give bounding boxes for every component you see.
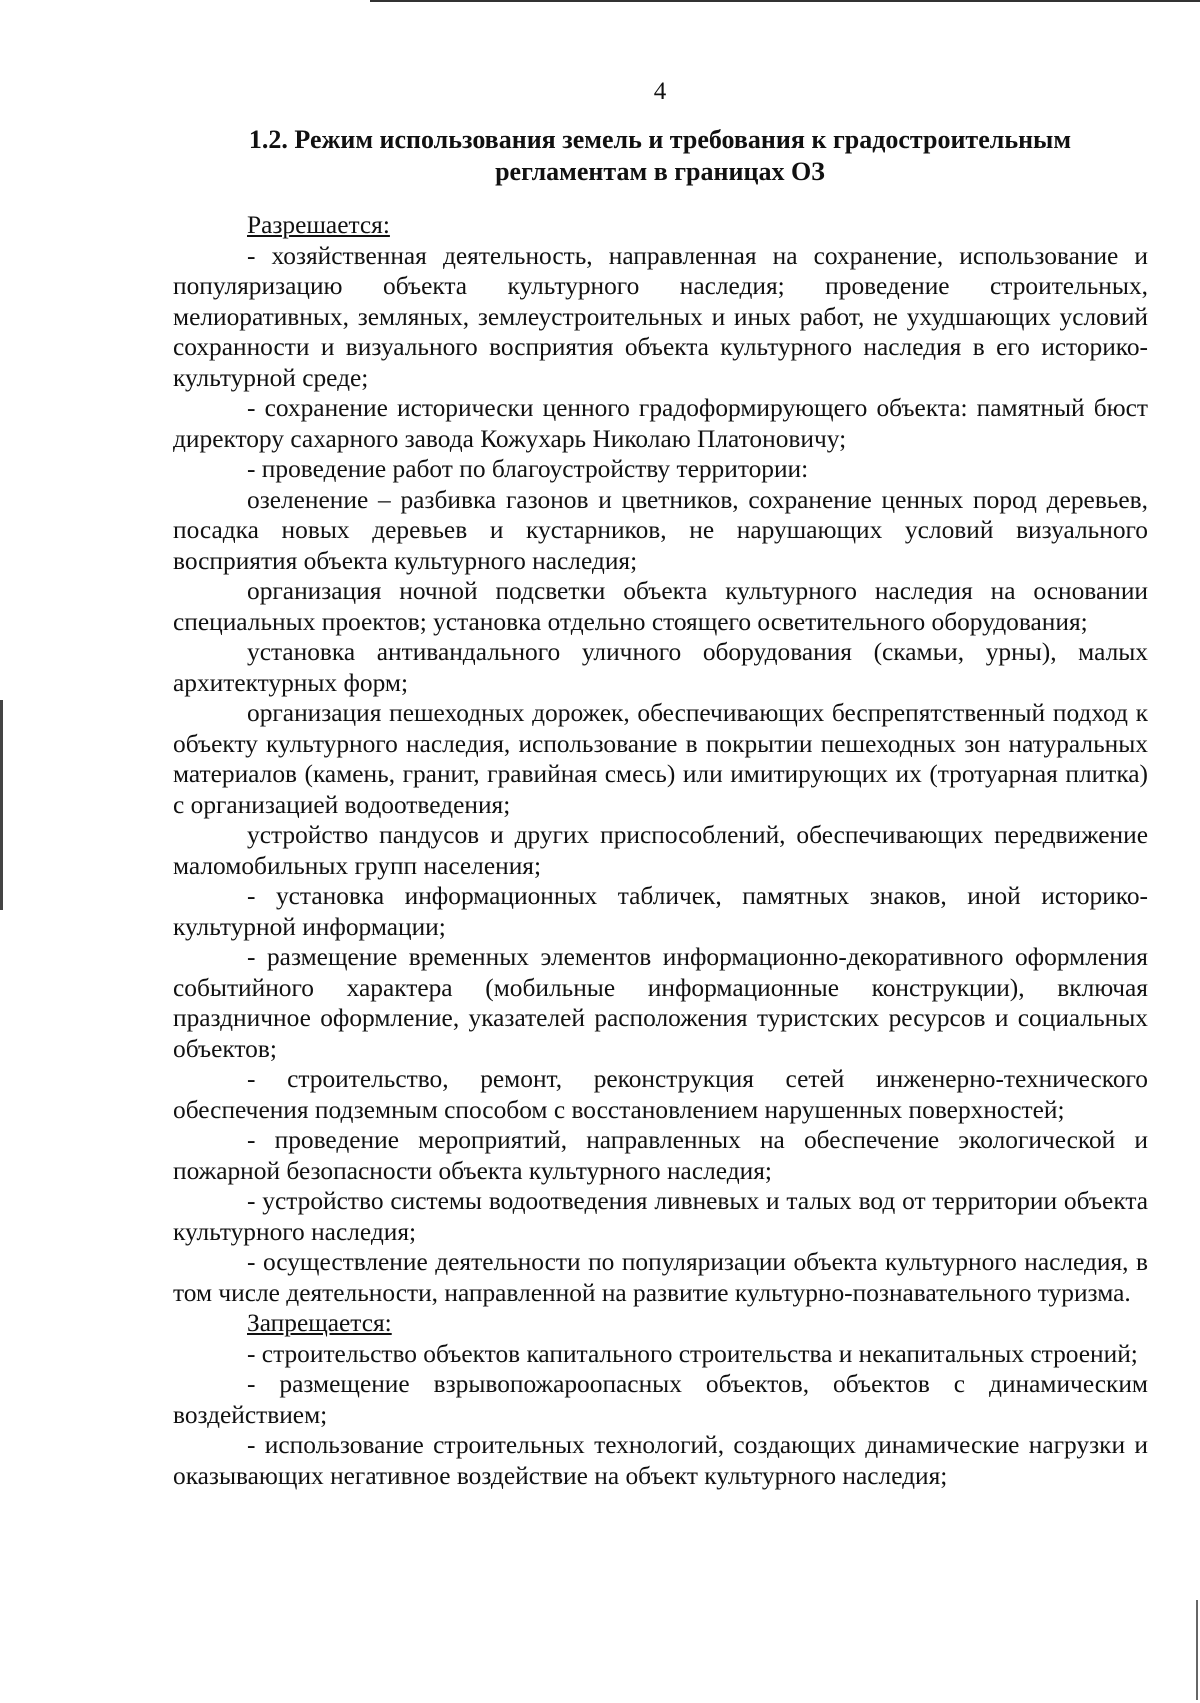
allowed-label-text: Разрешается:	[247, 211, 390, 239]
section-heading-line-1: 1.2. Режим использования земель и требования к градостроительным	[248, 125, 1072, 154]
allowed-item: - устройство системы водоотведения ливневых и талых вод от территории объекта культурного наследия;	[173, 1187, 1148, 1246]
scan-edge-right	[1196, 1600, 1198, 1700]
allowed-item: - осуществление деятельности по популяризации объекта культурного наследия, в том числе деятельности, направленной на развитие культурно-познавательного туризма.	[173, 1248, 1148, 1307]
prohibited-item: - строительство объектов капитального строительства и некапитальных строений;	[247, 1339, 1138, 1368]
allowed-item: - строительство, ремонт, реконструкция сетей инженерно-технического обеспечения подземным способом с восстановлением нарушенных поверхностей;	[173, 1065, 1148, 1124]
allowed-item: - размещение временных элементов информационно-декоративного оформления событийного характера (мобильные информационные конструкции), включая праздничное оформление, указателей расположения туристских ресурсов и социальных объектов;	[173, 943, 1148, 1063]
allowed-item: - хозяйственная деятельность, направленная на сохранение, использование и популяризацию объекта культурного наследия; проведение строительных, мелиоративных, земляных, землеустроительных и иных работ, не ухудшающих условий сохранности и визуального восприятия объекта культурного наследия в его историко-культурной среде;	[173, 241, 1148, 392]
allowed-item: - проведение работ по благоустройству территории:	[247, 455, 809, 483]
allowed-item: - установка информационных табличек, памятных знаков, иной историко-культурной информации;	[173, 882, 1148, 941]
prohibited-label	[173, 1308, 1148, 1339]
allowed-label	[173, 210, 1148, 241]
prohibited-item: - использование строительных технологий, создающих динамические нагрузки и оказывающих негативное воздействие на объект культурного наследия;	[173, 1431, 1148, 1490]
allowed-item: озеленение – разбивка газонов и цветников, сохранение ценных пород деревьев, посадка новых деревьев и кустарников, не нарушающих условий визуального восприятия объекта культурного наследия;	[173, 485, 1148, 575]
allowed-item: устройство пандусов и других приспособлений, обеспечивающих передвижение маломобильных групп населения;	[173, 821, 1148, 880]
allowed-item: организация ночной подсветки объекта культурного наследия на основании специальных проектов; установка отдельно стоящего осветительного оборудования;	[173, 577, 1148, 636]
page-number: 4	[653, 78, 667, 105]
scan-edge-top	[370, 0, 1200, 2]
prohibited-item: - размещение взрывопожароопасных объектов, объектов с динамическим воздействием;	[173, 1370, 1148, 1429]
document-body	[173, 210, 1148, 1491]
allowed-item: - проведение мероприятий, направленных на обеспечение экологической и пожарной безопасности объекта культурного наследия;	[173, 1126, 1148, 1185]
allowed-item: организация пешеходных дорожек, обеспечивающих беспрепятственный подход к объекту культурного наследия, использование в покрытии пешеходных зон натуральных материалов (камень, гранит, гравийная смесь) или имитирующих их (тротуарная плитка) с организацией водоотведения;	[173, 699, 1148, 819]
allowed-item: установка антивандального уличного оборудования (скамьи, урны), малых архитектурных форм;	[173, 638, 1148, 697]
prohibited-label-text: Запрещается:	[247, 1309, 392, 1337]
section-heading-line-2: регламентам в границах ОЗ	[495, 157, 825, 186]
scan-edge-left	[0, 700, 3, 910]
allowed-item: - сохранение исторически ценного градоформирующего объекта: памятный бюст директору сахарного завода Кожухарь Николаю Платоновичу;	[173, 394, 1148, 453]
section-heading	[200, 124, 1120, 188]
